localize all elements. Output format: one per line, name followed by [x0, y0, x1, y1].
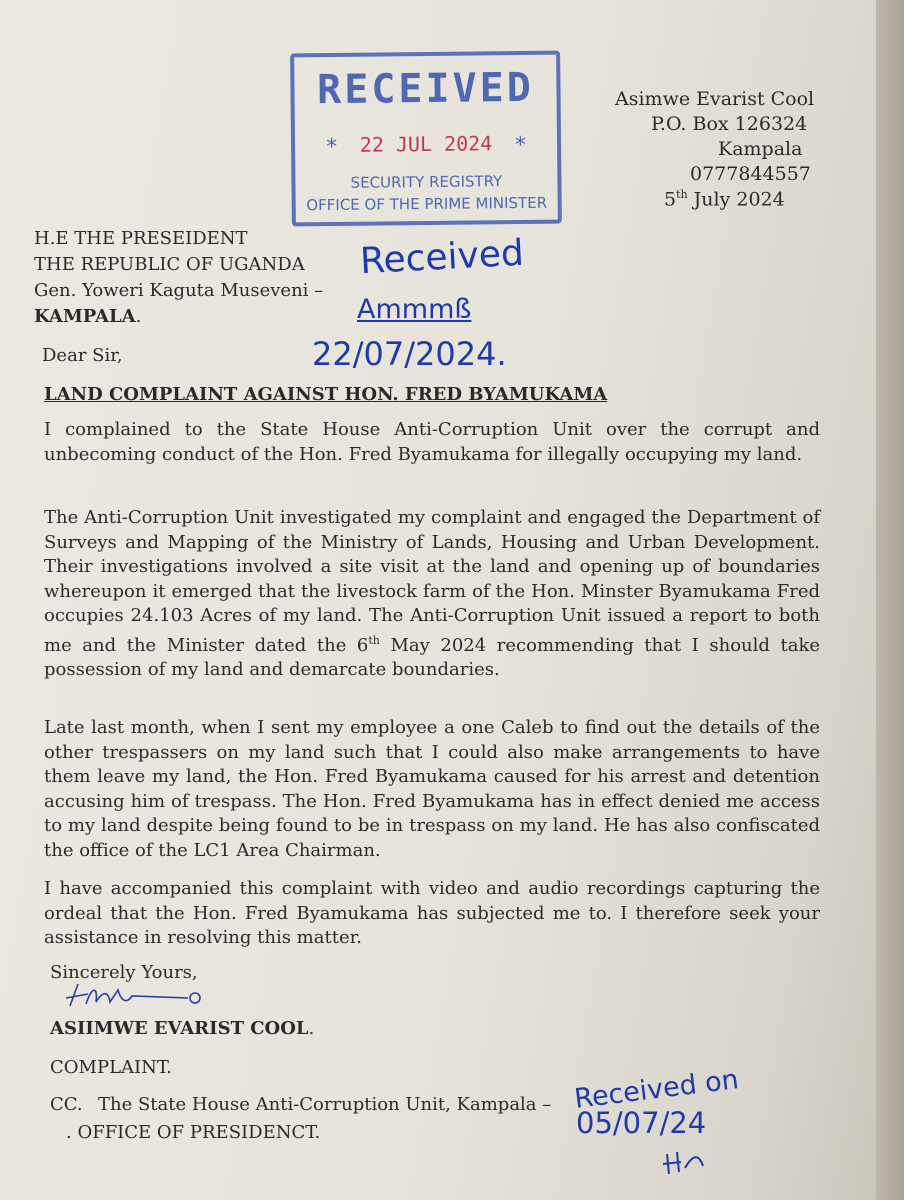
cc-label: CC. — [50, 1094, 83, 1115]
stamp-star-right: * — [513, 132, 528, 159]
recipient-city-end: . — [135, 306, 142, 327]
stamp-star-left: * — [324, 134, 339, 161]
salutation: Dear Sir, — [42, 345, 123, 366]
paragraph-2-a: The Anti-Corruption Unit investigated my complaint and engaged the Department of Surveys and Mapping of the Ministry of Lands, Housing and Urban Development. Their investigations involved a site visit at the land and opening up of boundaries whereupon it emerged that the livestock farm of the Hon. Minster Byamukama Fred occupies 24.103 Acres of my land. The Anti-Corruption Unit issued a report to both me and the Minister dated the 6 — [44, 507, 820, 656]
signer-name — [50, 1018, 314, 1039]
paragraph-3: Late last month, when I sent my employee a one Caleb to find out the details of the other trespassers on my land such that I could also make arrangements to have them leave my land, the Hon. Fred Byamukama caused for his arrest and detention accusing him of trespass. The Hon. Fred Byamukama has in effect denied me access to my land despite being found to be in trespass on my land. He has also confiscated the office of the LC1 Area Chairman. — [44, 717, 820, 861]
stamp-line-2: OFFICE OF THE PRIME MINISTER — [306, 193, 548, 215]
paragraph-2-sup: th — [368, 633, 380, 647]
sender-name: Asimwe Evarist Cool — [615, 88, 815, 110]
closing-sincerely: Sincerely Yours, — [50, 962, 198, 983]
handwritten-received: Received — [359, 232, 525, 283]
cc-initials-scribble — [655, 1144, 715, 1178]
signer-name-text: ASIIMWE EVARIST COOL — [50, 1018, 309, 1039]
signer-name-end: . — [308, 1018, 315, 1039]
handwritten-cc-received: Received on — [572, 1064, 741, 1115]
recipient-line-1: H.E THE PRESEIDENT — [34, 228, 248, 249]
handwritten-cc-date: 05/07/24 — [576, 1106, 707, 1140]
cc-line-2: . OFFICE OF PRESIDENCT. — [66, 1122, 321, 1143]
recipient-line-2: THE REPUBLIC OF UGANDA — [34, 254, 305, 275]
signature-scribble — [58, 980, 208, 1020]
received-stamp — [290, 51, 562, 227]
cc-line-1: The State House Anti-Corruption Unit, Kampala – — [98, 1094, 552, 1115]
stamp-line-1: SECURITY REGISTRY — [350, 172, 503, 192]
subject-line: LAND COMPLAINT AGAINST HON. FRED BYAMUKAMA — [44, 384, 608, 405]
stamp-date: 22 JUL 2024 — [359, 131, 493, 157]
paragraph-1: I complained to the State House Anti-Corruption Unit over the corrupt and unbecoming conduct of the Hon. Fred Byamukama for illegally occupying my land. — [44, 419, 820, 465]
handwritten-signature: Ammmß — [357, 294, 472, 325]
stamp-registry — [295, 170, 557, 217]
signer-role: COMPLAINT. — [50, 1057, 172, 1078]
sender-date — [664, 188, 785, 210]
handwritten-received-date: 22/07/2024. — [312, 335, 507, 373]
paragraph-4: I have accompanied this complaint with video and audio recordings capturing the ordeal that the Hon. Fred Byamukama has subjected me to. I therefore seek your assistance in resolving this matter. — [44, 878, 820, 948]
paper-edge — [876, 0, 904, 1200]
stamp-title: RECEIVED — [316, 64, 535, 114]
sender-phone: 0777844557 — [690, 163, 811, 185]
sender-city: Kampala — [718, 138, 803, 160]
recipient-line-4 — [34, 306, 141, 327]
sender-date-day: 5 — [664, 188, 677, 211]
sender-date-rest: July 2024 — [687, 188, 785, 211]
paragraph-2 — [44, 506, 820, 683]
recipient-city: KAMPALA — [34, 306, 136, 327]
paragraph-2-b: May 2024 recommending that I should take possession of my land and demarcate boundaries. — [44, 634, 821, 680]
sender-box: P.O. Box 126324 — [651, 113, 808, 135]
sender-date-suffix: th — [676, 188, 688, 201]
recipient-line-3: Gen. Yoweri Kaguta Museveni – — [34, 280, 324, 301]
